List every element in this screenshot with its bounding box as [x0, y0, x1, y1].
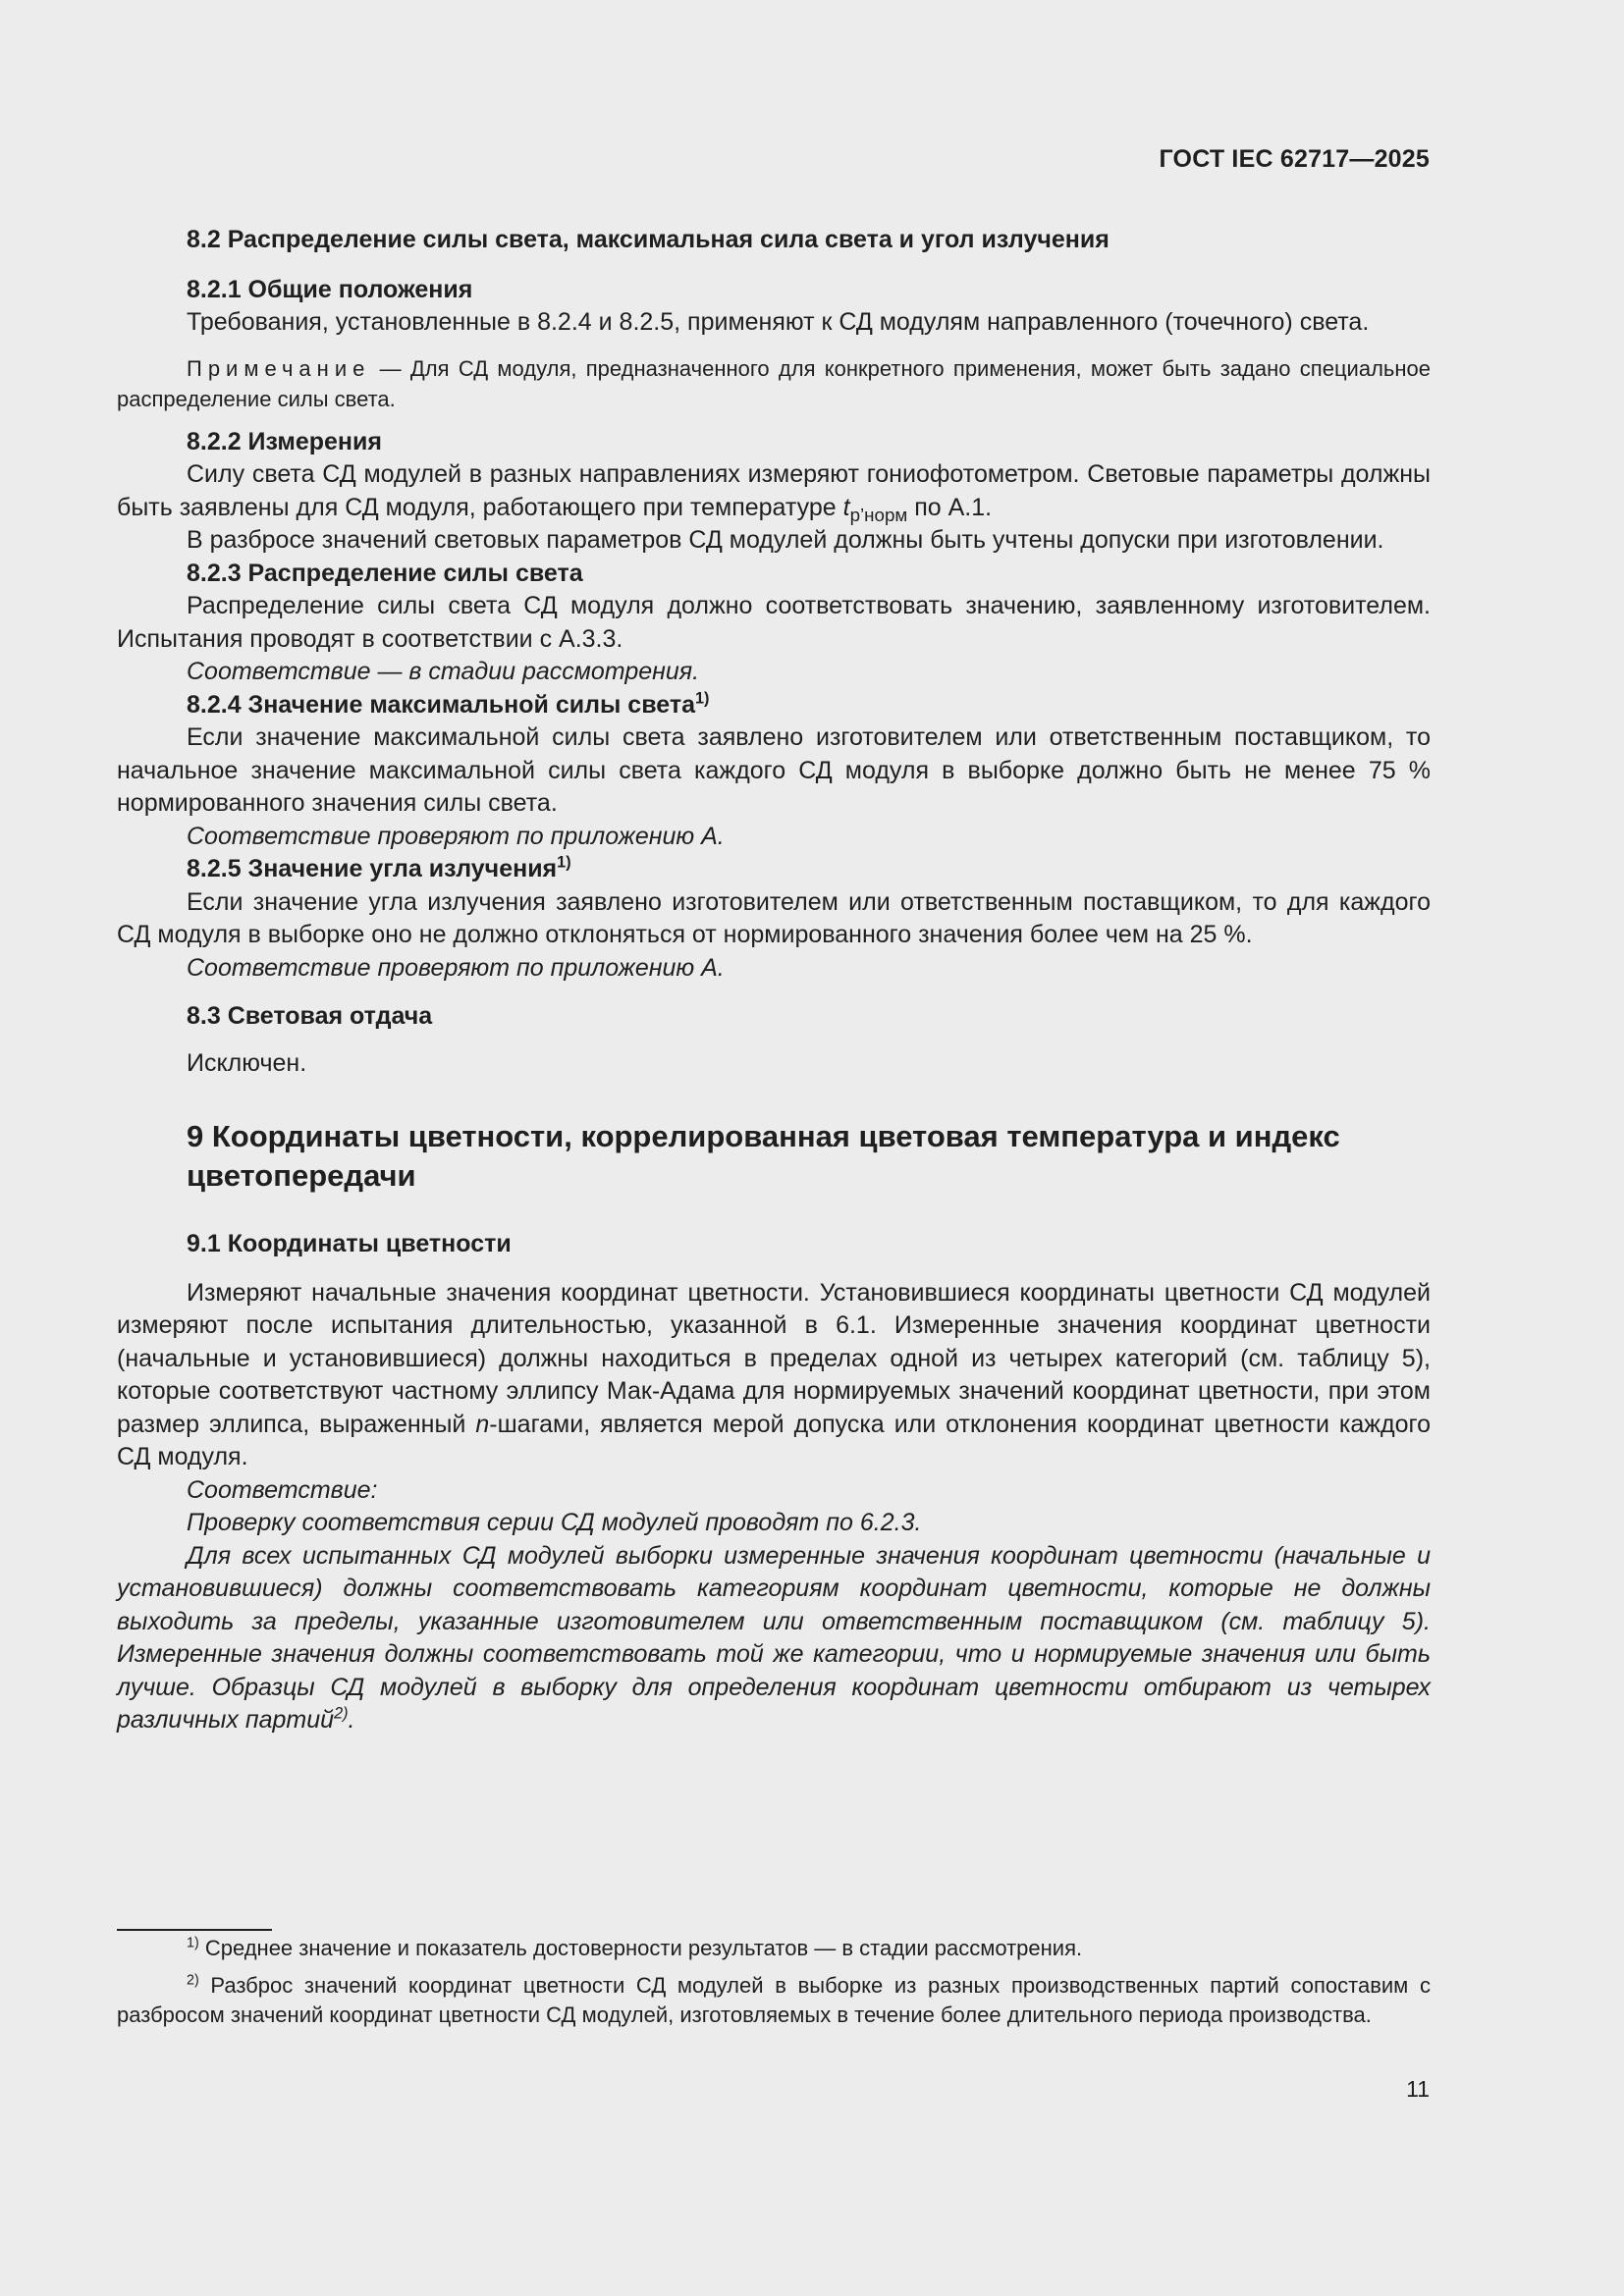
- note-paragraph: [117, 353, 1431, 414]
- section-9-1-heading: 9.1 Координаты цветности: [187, 1230, 512, 1257]
- section-8-2-2-heading: 8.2.2 Измерения: [187, 427, 382, 455]
- document-code-header: ГОСТ IEC 62717—2025: [1159, 145, 1430, 173]
- text-run: .: [348, 1706, 355, 1734]
- footnote-ref: 1): [557, 853, 571, 872]
- section-8-2-heading: 8.2 Распределение силы света, максимальная сила света и угол излучения: [187, 226, 1110, 253]
- paragraph-8-2-2-b: В разбросе значений световых параметров СД модулей должны быть учтены допуски при изготовлении.: [187, 526, 1384, 554]
- footnote-2: [117, 1971, 1431, 2030]
- temperature-symbol: t: [842, 493, 850, 521]
- paragraph-8-2-5: Если значение угла излучения заявлено изготовителем или ответственным поставщиком, то для каждого СД модуля в выборке оно не должно отклоняться от нормированного значения более чем на 25 %.: [117, 887, 1431, 948]
- paragraph-8-2-1: Требования, установленные в 8.2.4 и 8.2.5, применяют к СД модулям направленного (точечного) света.: [187, 308, 1370, 336]
- section-8-2-4-heading: [117, 689, 1431, 722]
- page-content: [117, 224, 1431, 1737]
- section-8-3-heading: 8.3 Световая отдача: [187, 1002, 433, 1030]
- n-symbol: n: [475, 1410, 490, 1438]
- section-8-2-1-heading: 8.2.1 Общие положения: [187, 275, 473, 303]
- paragraph-8-3: Исключен.: [187, 1048, 307, 1077]
- footnote-text: Среднее значение и показатель достоверности результатов — в стадии рассмотрения.: [198, 1936, 1083, 1960]
- paragraph-8-2-4: Если значение максимальной силы света заявлено изготовителем или ответственным поставщиком, то начальное значение максимальной силы света каждого СД модуля в выборке должно быть не менее 75 % нормированного значения силы света.: [117, 723, 1431, 817]
- text-run: Для всех испытанных СД модулей выборки измеренные значения координат цветности (начальные и установившиеся) должны соответствовать категориям координат цветности, которые не должны выходить за пределы, указанные изготовителем или ответственным поставщиком (см. таблицу 5). Измеренные значения должны соответствовать той же категории, что и нормируемые значения или быть лучше. Образцы СД модулей в выборку для определения координат цветности отбирают из четырех различных партий: [117, 1541, 1431, 1734]
- conformity-8-2-4: Соответствие проверяют по приложению А.: [187, 822, 725, 850]
- footnote-ref: 2): [334, 1704, 349, 1723]
- footnote-ref: 1): [694, 689, 710, 708]
- text-run: по А.1.: [907, 493, 993, 521]
- note-label: Примечание: [187, 355, 371, 381]
- page-number: 11: [1406, 2076, 1430, 2102]
- heading-text: 8.2.5 Значение угла излучения: [187, 855, 558, 882]
- paragraph-8-2-2-a: [117, 458, 1431, 524]
- text-run: -шагами, является мерой допуска или отклонения координат цветности каждого СД модуля.: [117, 1410, 1431, 1470]
- paragraph-9-1: [117, 1277, 1431, 1474]
- text-run: Измеряют начальные значения координат цветности. Установившиеся координаты цветности СД модулей измеряют после испытания длительностью, указанной в 6.1. Измеренные значения координат цветности (начальные и установившиеся) должны находиться в пределах одной из четырех категорий (см. таблицу 5), которые соответствуют частному эллипсу Мак-Адама для нормируемых значений координат цветности, при этом размер эллипса, выраженный: [117, 1278, 1431, 1438]
- conformity-details: [117, 1540, 1431, 1737]
- footnote-separator: [117, 1929, 272, 1931]
- section-8-2-3-heading: 8.2.3 Распределение силы света: [187, 559, 583, 587]
- footnotes: [117, 1934, 1431, 2030]
- footnote-1: [117, 1934, 1431, 1963]
- conformity-label: Соответствие:: [187, 1475, 378, 1504]
- text-run: Силу света СД модулей в разных направлениях измеряют гониофотометром. Световые параметры должны быть заявлены для СД модуля, работающего при температуре: [117, 460, 1431, 521]
- section-9-heading: 9 Координаты цветности, коррелированная цветовая температура и индекс цветопередачи: [187, 1119, 1340, 1193]
- footnote-mark: 2): [187, 1972, 199, 1989]
- heading-text: 8.2.4 Значение максимальной силы света: [187, 690, 695, 719]
- footnote-mark: 1): [187, 1935, 199, 1951]
- footnote-text: Разброс значений координат цветности СД модулей в выборке из разных производственных партий сопоставим с разбросом значений координат цветности СД модулей, изготовляемых в течение более длительного периода производства.: [117, 1973, 1431, 2027]
- note-text: — Для СД модуля, предназначенного для конкретного применения, может быть задано специальное распределение силы света.: [117, 355, 1431, 411]
- paragraph-8-2-3: Распределение силы света СД модуля должно соответствовать значению, заявленному изготовителем. Испытания проводят в соответствии с А.3.3.: [117, 592, 1431, 653]
- conformity-check: Проверку соответствия серии СД модулей проводят по 6.2.3.: [187, 1509, 922, 1536]
- conformity-8-2-3: Соответствие — в стадии рассмотрения.: [187, 658, 700, 685]
- section-8-2-5-heading: [117, 853, 1431, 886]
- temperature-subscript: p’норм: [849, 504, 908, 525]
- conformity-8-2-5: Соответствие проверяют по приложению А.: [187, 953, 725, 982]
